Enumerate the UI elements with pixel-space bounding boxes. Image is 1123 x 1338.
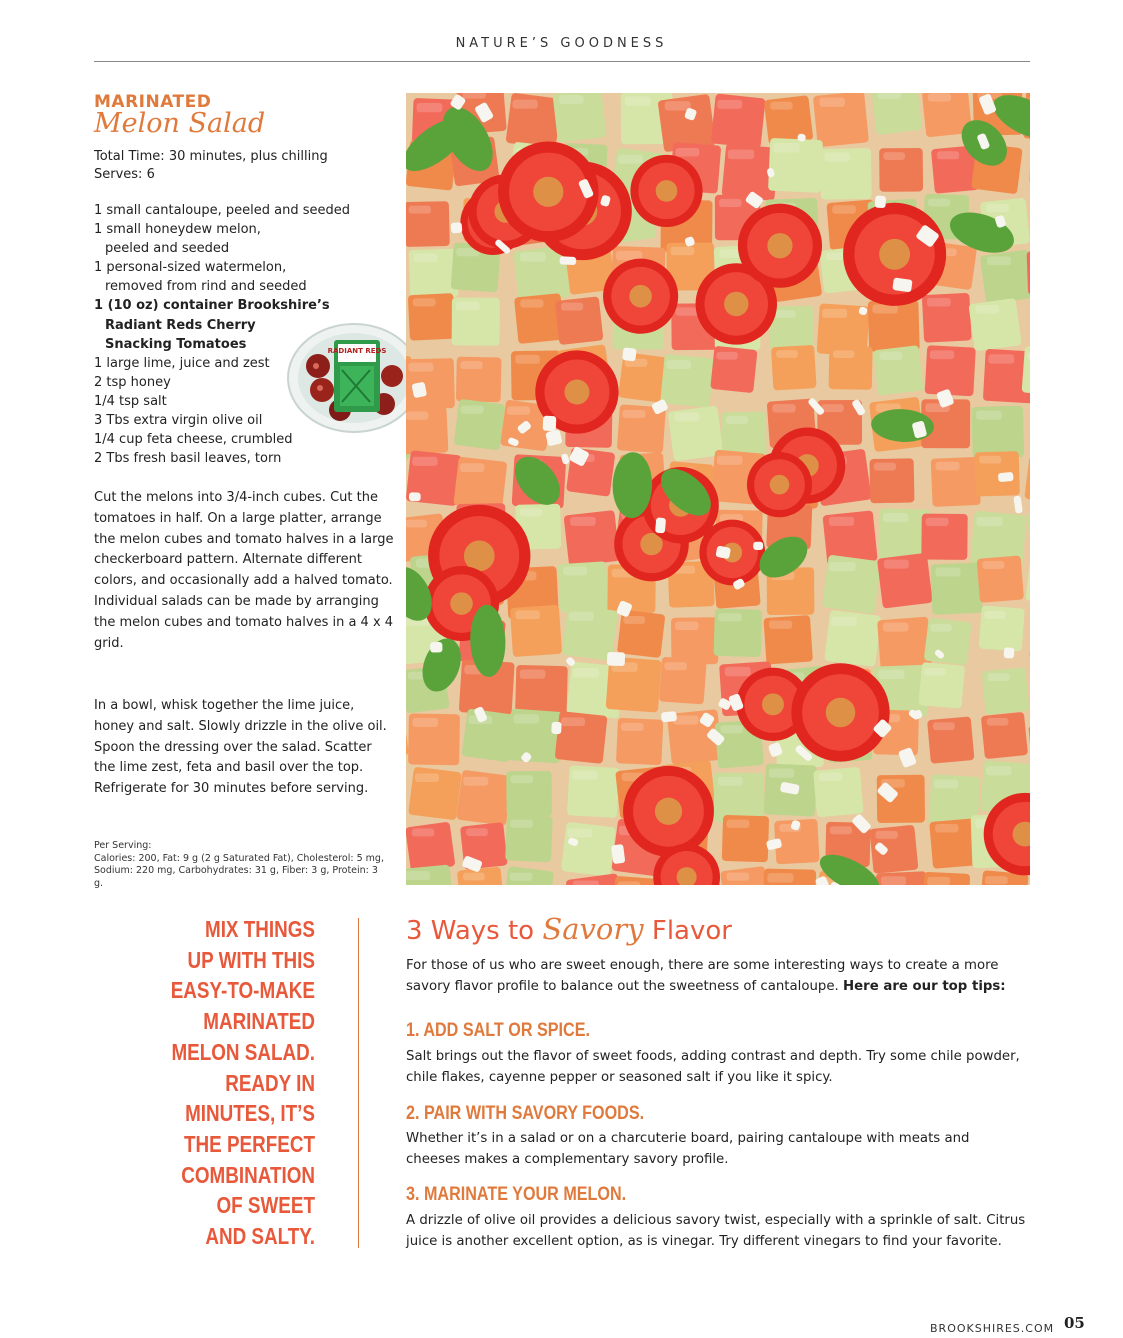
header-divider (94, 61, 1030, 62)
nutrition-info (94, 840, 384, 890)
ingredient-item: 1/4 tsp salt (94, 393, 167, 409)
tomato-container-image (282, 314, 422, 436)
savory-intro-text: For those of us who are sweet enough, there are some interesting ways to create a more savory flavor profile to balance out the sweetness of cantaloupe. (406, 958, 999, 994)
ingredient-item: 1 large lime, juice and zest (94, 355, 270, 371)
savory-intro-bold: Here are our top tips: (843, 979, 1006, 994)
callout-line: MARINATED (203, 1008, 315, 1035)
page-number: 05 (1064, 1314, 1085, 1332)
product-label: RADIANT REDS (327, 347, 387, 355)
ingredient-item: 1 small cantaloupe, peeled and seeded (94, 203, 351, 218)
callout-line: READY IN (225, 1069, 315, 1096)
melon-salad-photo (406, 93, 1030, 885)
total-time: Total Time: 30 minutes, plus chilling (94, 149, 328, 164)
callout-line: MIX THINGS (204, 916, 315, 942)
tip-body: A drizzle of olive oil provides a delicious savory twist, especially with a sprinkle of salt. Citrus juice is another excellent option, as is vinegar. Try different vinegars to find your favorite. (406, 1213, 1026, 1249)
recipe-meta (94, 148, 374, 184)
callout-line: MINUTES, IT’S (185, 1100, 315, 1127)
tip-heading: 3. MARINATE YOUR MELON. (406, 1184, 627, 1205)
savory-title-pre: 3 Ways to (406, 916, 543, 946)
tip-body: Whether it’s in a salad or on a charcuterie board, pairing cantaloupe with meats and cheeses makes a complementary savory profile. (406, 1131, 970, 1167)
callout-line: COMBINATION (181, 1161, 315, 1188)
tip-heading: 2. PAIR WITH SAVORY FOODS. (406, 1103, 645, 1124)
ingredient-item: 1 (10 oz) container Brookshire’s (94, 298, 330, 314)
nutrition-label: Per Serving: (94, 840, 152, 851)
savory-section-title (406, 912, 732, 946)
ingredient-item: 2 tsp honey (94, 374, 171, 390)
nutrition-line: Sodium: 220 mg, Carbohydrates: 31 g, Fiber: 3 g, Protein: 3 g. (94, 865, 378, 889)
nutrition-line: Calories: 200, Fat: 9 g (2 g Saturated Fat), Cholesterol: 5 mg, (94, 852, 384, 864)
callout-line: EASY-TO-MAKE (170, 977, 315, 1004)
ingredient-item: 1 personal-sized watermelon, (94, 260, 287, 276)
callout-line: OF SWEET (216, 1192, 315, 1219)
tip-body: Salt brings out the flavor of sweet foods, adding contrast and depth. Try some chile powder, chile flakes, cayenne pepper or seasoned salt if you like it spicy. (406, 1049, 1020, 1085)
savory-title-script: Savory (542, 912, 644, 946)
serves: Serves: 6 (94, 167, 155, 182)
ingredient-item: Radiant Reds Cherry (105, 317, 256, 333)
ingredient-item: 1 small honeydew melon, (94, 222, 261, 238)
callout-line: MELON SALAD. (171, 1038, 315, 1065)
ingredient-item: Snacking Tomatoes (105, 336, 247, 352)
recipe-title: Melon Salad (94, 108, 266, 139)
recipe-kicker: MARINATED (94, 92, 212, 112)
section-title: NATURE’S GOODNESS (455, 36, 668, 51)
ingredient-item: 2 Tbs fresh basil leaves, torn (94, 451, 282, 467)
tip-heading: 1. ADD SALT OR SPICE. (406, 1020, 590, 1041)
footer-site: BROOKSHIRES.COM (930, 1322, 1055, 1335)
ingredient-item: peeled and seeded (105, 241, 230, 257)
directions-step-1: Cut the melons into 3/4-inch cubes. Cut the tomatoes in half. On a large platter, arrange the melon cubes and tomato halves in a large checkerboard pattern. Alternate different colors, and occasionally add a halved tomato. Individual salads can be made by arranging the melon cubes and tomato halves in a 4 x 4 grid. (94, 490, 394, 651)
ingredient-item: removed from rind and seeded (105, 279, 307, 295)
ingredient-item: 1/4 cup feta cheese, crumbled (94, 432, 293, 448)
savory-intro (406, 955, 1026, 997)
savory-title-post: Flavor (643, 916, 732, 946)
callout-quote (134, 914, 315, 1252)
directions-step-2: In a bowl, whisk together the lime juice, honey and salt. Slowly drizzle in the olive oil. Spoon the dressing over the salad. Scatter the lime zest, feta and basil over the top. Refrigerate for 30 minutes before serving. (94, 698, 387, 797)
callout-line: UP WITH THIS (187, 946, 315, 973)
callout-line: THE PERFECT (184, 1130, 315, 1157)
callout-divider (358, 918, 359, 1248)
ingredient-item: 3 Tbs extra virgin olive oil (94, 413, 263, 429)
callout-line: AND SALTY. (205, 1223, 315, 1250)
